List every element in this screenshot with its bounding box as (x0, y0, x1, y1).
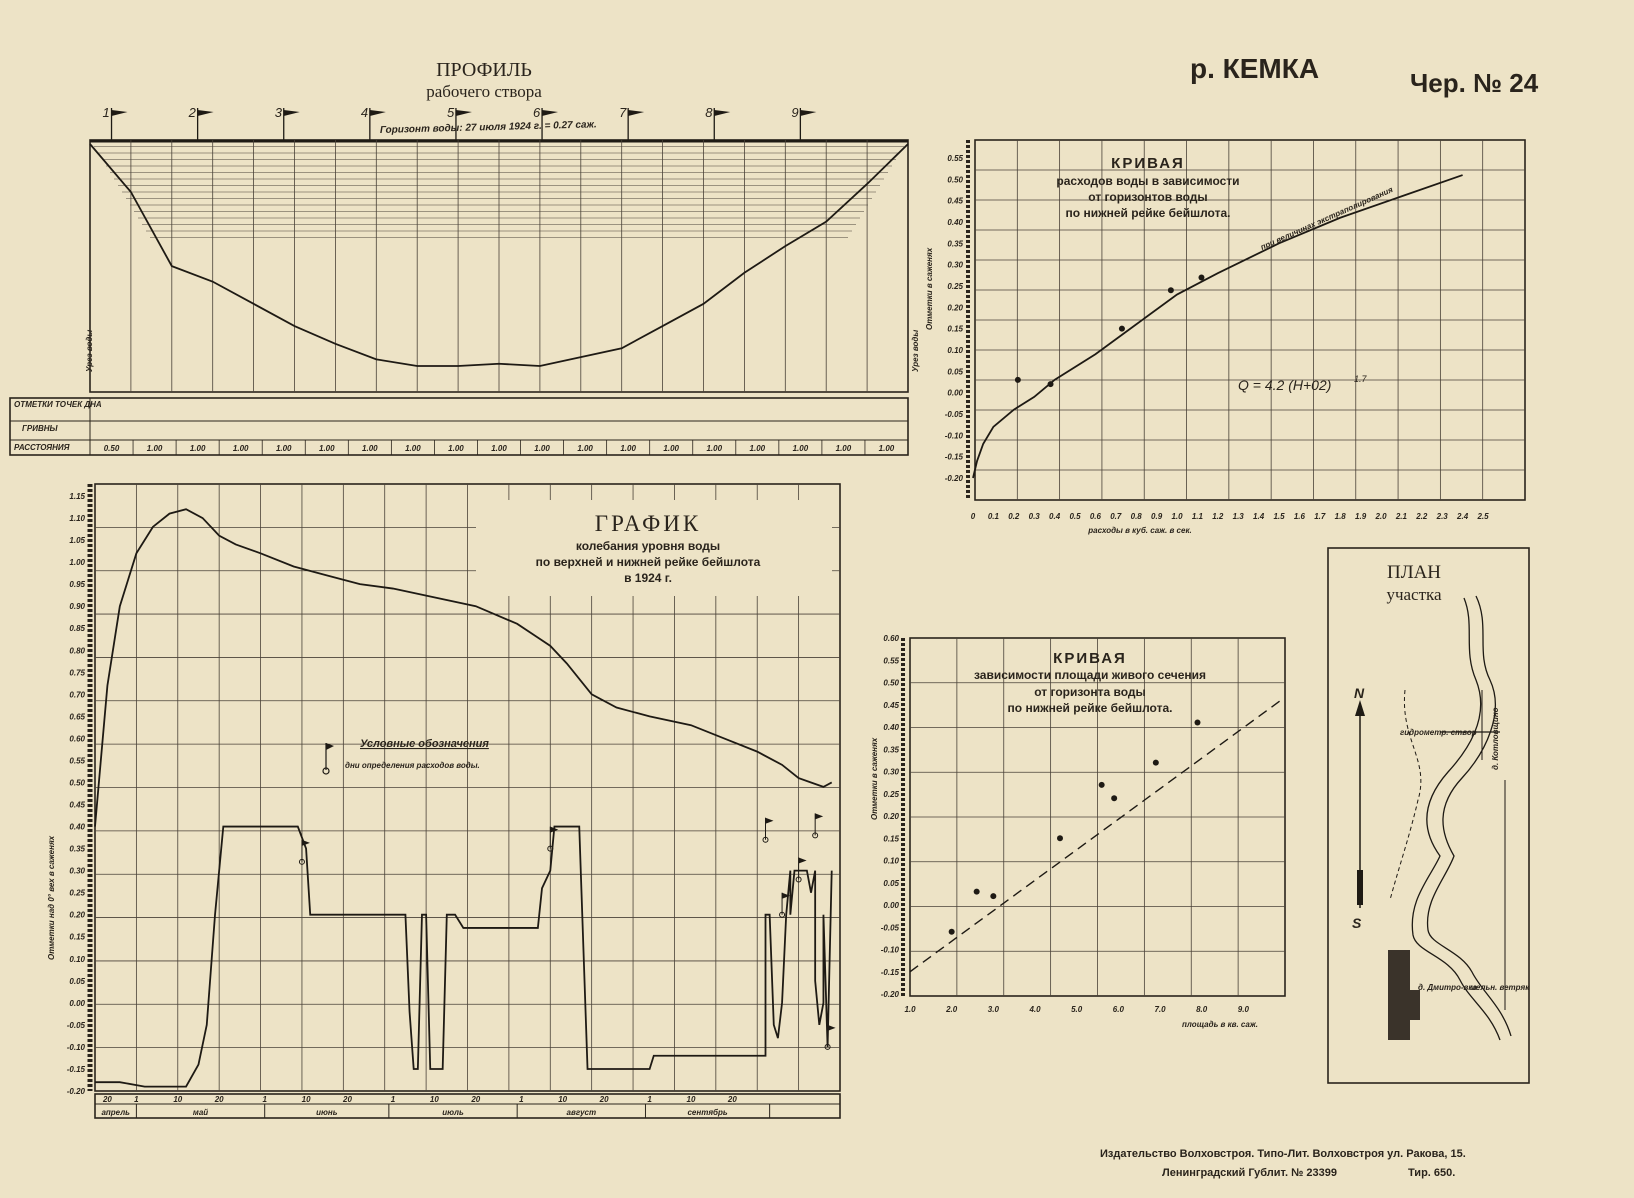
area-subtitle-2: от горизонта воды (1034, 685, 1146, 699)
discharge-y-tick: 0.20 (947, 303, 963, 313)
level-month-label: апрель (101, 1108, 130, 1117)
area-y-tick: 0.25 (883, 789, 899, 799)
discharge-point (1119, 326, 1125, 332)
plan-frame (1328, 548, 1529, 1083)
level-y-tick: 0.00 (69, 998, 85, 1008)
discharge-title: КРИВАЯ (1111, 155, 1185, 172)
area-fit-line (910, 700, 1281, 971)
area-point (1195, 720, 1201, 726)
discharge-x-tick: 1.5 (1273, 512, 1285, 521)
area-y-tick: 0.55 (883, 656, 899, 666)
level-day-tick: 20 (214, 1095, 224, 1104)
level-y-tick: 0.90 (69, 602, 85, 612)
area-y-tick: 0.15 (883, 834, 899, 844)
area-point (949, 929, 955, 935)
discharge-x-tick: 0.3 (1028, 512, 1040, 521)
level-y-tick: 0.50 (69, 778, 85, 788)
village-block (1388, 950, 1410, 1040)
area-x-tick: 1.0 (904, 1005, 916, 1014)
level-day-tick: 1 (390, 1095, 396, 1104)
level-day-tick: 10 (301, 1095, 311, 1104)
discharge-x-tick: 0.8 (1130, 512, 1142, 521)
level-y-tick: 1.00 (69, 558, 85, 568)
plan-label-village-south: д. Дмитро-вка (1418, 983, 1477, 992)
discharge-y-tick: -0.10 (944, 431, 963, 441)
discharge-y-tick: 0.30 (947, 260, 963, 270)
profile-row-label-depths: ОТМЕТКИ ТОЧЕК ДНА (14, 400, 102, 409)
discharge-x-tick: 1.1 (1191, 512, 1203, 521)
level-y-tick: 0.80 (69, 646, 85, 656)
area-y-tick: 0.10 (883, 856, 899, 866)
area-x-tick: 8.0 (1196, 1005, 1208, 1014)
discharge-x-tick: 2.3 (1436, 512, 1448, 521)
discharge-x-tick: 2.2 (1416, 512, 1428, 521)
area-y-tick: 0.00 (883, 901, 899, 910)
discharge-formula-exponent: 1.7 (1354, 374, 1367, 384)
area-y-tick: 0.60 (883, 634, 899, 643)
river-bank-east (1428, 596, 1511, 1036)
profile-vertical-number: 1 (102, 105, 110, 120)
profile-distance-value: 1.00 (189, 444, 206, 453)
level-title: ГРАФИК (594, 511, 702, 536)
profile-vertical-number: 8 (705, 105, 713, 120)
discharge-x-tick: 1.0 (1171, 512, 1183, 521)
profile-vertical-number: 5 (446, 105, 455, 120)
discharge-x-tick: 0.7 (1110, 512, 1122, 521)
legend-title: Условные обозначения (360, 738, 489, 750)
imprint-line-2: Ленинградский Гублит. № 23399 (1162, 1167, 1337, 1179)
level-y-tick: 0.65 (69, 712, 85, 722)
discharge-x-tick: 0.1 (987, 512, 999, 521)
flag-icon (828, 1025, 836, 1031)
discharge-x-tick: 2.0 (1375, 512, 1387, 521)
imprint-line-1: Издательство Волховстроя. Типо-Лит. Волховстроя ул. Ракова, 15. (1100, 1148, 1466, 1160)
level-month-label: май (192, 1108, 209, 1117)
area-xlabel: площадь в кв. саж. (1182, 1020, 1258, 1029)
level-chart (47, 484, 840, 1118)
area-point (1111, 795, 1117, 801)
plan-map (1328, 548, 1530, 1083)
discharge-x-tick: 0.9 (1151, 512, 1163, 521)
area-y-tick: -0.20 (880, 990, 899, 999)
area-point (974, 889, 980, 895)
discharge-x-tick: 0 (970, 512, 976, 521)
flag-icon (714, 110, 730, 116)
discharge-subtitle-1: расходов воды в зависимости (1056, 174, 1240, 188)
plan-label-village-north: д. Котловщино (1491, 707, 1500, 770)
level-y-tick: 0.75 (69, 668, 85, 678)
level-y-tick: 1.10 (69, 514, 85, 524)
profile-vertical-number: 3 (274, 105, 282, 120)
discharge-point (1168, 287, 1174, 293)
discharge-y-tick: 0.45 (947, 196, 963, 206)
discharge-x-tick: 2.4 (1457, 512, 1469, 521)
profile-distance-value: 1.00 (663, 444, 679, 453)
flag-icon (112, 110, 128, 116)
discharge-y-tick: 0.05 (947, 367, 963, 377)
river-title: р. КЕМКА (1190, 53, 1320, 84)
level-day-tick: 1 (647, 1095, 652, 1104)
flag-icon (302, 840, 310, 846)
level-y-tick: 0.25 (69, 888, 85, 898)
profile-title: ПРОФИЛЬ (436, 59, 532, 81)
discharge-point (1198, 274, 1204, 280)
south-label: S (1352, 915, 1362, 931)
area-title: КРИВАЯ (1053, 650, 1127, 667)
profile-distance-value: 1.00 (620, 444, 636, 453)
discharge-x-tick: 1.3 (1232, 512, 1244, 521)
level-y-tick: 0.70 (69, 690, 85, 700)
profile-distance-value: 1.00 (362, 444, 378, 453)
discharge-y-tick: 0.50 (947, 175, 963, 185)
river-bank-west (1412, 598, 1500, 1040)
level-y-tick: 0.05 (69, 976, 85, 986)
level-y-tick: -0.10 (66, 1042, 85, 1052)
discharge-x-tick: 1.6 (1293, 512, 1305, 521)
profile-distance-value: 1.00 (749, 444, 766, 453)
area-y-tick: -0.10 (880, 945, 899, 955)
flag-icon (542, 110, 558, 116)
level-day-tick: 1 (134, 1095, 139, 1104)
flag-icon (284, 110, 300, 116)
area-point (990, 893, 996, 899)
profile-left-axis-label: Урез воды (85, 329, 94, 372)
profile-distance-value: 1.00 (577, 444, 593, 453)
level-y-tick: 0.55 (69, 756, 85, 766)
level-day-tick: 1 (519, 1095, 524, 1104)
level-y-tick: 1.05 (69, 536, 85, 546)
flag-icon (815, 813, 823, 819)
level-y-tick: 0.40 (69, 822, 85, 832)
level-y-tick: 0.95 (69, 580, 85, 590)
level-day-tick: 20 (343, 1095, 352, 1104)
road (1390, 690, 1421, 900)
discharge-xlabel: расходы в куб. саж. в сек. (1088, 526, 1192, 535)
extrapolation-note: при величинах экстраполирования (1259, 185, 1395, 252)
profile-drawing (90, 140, 908, 392)
discharge-y-tick: 0.25 (947, 282, 963, 291)
area-y-tick: 0.50 (883, 678, 899, 688)
profile-right-axis-label: Урез воды (911, 329, 920, 372)
discharge-y-tick: -0.15 (944, 452, 963, 462)
area-x-tick: 4.0 (1029, 1005, 1041, 1014)
discharge-chart (925, 140, 1525, 535)
sheet-number: Чер. № 24 (1410, 68, 1539, 98)
area-chart (870, 634, 1285, 1029)
discharge-x-tick: 1.7 (1314, 512, 1326, 521)
level-y-tick: 1.15 (69, 492, 85, 501)
level-y-tick: 0.30 (69, 866, 85, 876)
profile-distance-value: 1.00 (491, 444, 507, 453)
discharge-point (1015, 377, 1021, 383)
area-point (1153, 760, 1159, 766)
profile-vertical-number: 2 (188, 105, 196, 120)
profile-vertical-number: 7 (619, 105, 627, 120)
profile-distance-value: 1.00 (706, 444, 723, 453)
level-y-tick: -0.15 (66, 1064, 85, 1074)
level-y-tick: 0.20 (69, 910, 85, 920)
discharge-x-tick: 0.6 (1089, 512, 1101, 521)
level-ylabel: Отметки над 0° вех в саженях (47, 835, 56, 960)
discharge-subtitle-2: от горизонтов воды (1088, 190, 1208, 204)
profile-distance-value: 1.00 (878, 444, 895, 453)
discharge-y-tick: 0.15 (947, 324, 963, 334)
north-label: N (1354, 685, 1365, 701)
level-month-label: август (566, 1108, 597, 1117)
level-y-tick: 0.85 (69, 624, 85, 634)
discharge-point (1048, 381, 1054, 387)
discharge-y-tick: -0.20 (944, 474, 963, 483)
area-subtitle-1: зависимости площади живого сечения (973, 668, 1207, 682)
level-y-tick: 0.60 (69, 734, 85, 744)
discharge-subtitle-3: по нижней рейке бейшлота. (1065, 206, 1231, 220)
flag-icon (456, 110, 472, 116)
area-y-tick: -0.05 (880, 923, 899, 933)
profile-distance-value: 0.50 (103, 444, 120, 453)
flag-icon (799, 857, 807, 863)
level-y-tick: -0.05 (66, 1020, 85, 1030)
south-arrow-icon (1357, 870, 1363, 905)
discharge-x-tick: 1.4 (1253, 512, 1265, 521)
area-y-tick: 0.45 (883, 700, 899, 710)
legend-item: дни определения расходов воды. (345, 761, 480, 770)
discharge-x-tick: 2.1 (1395, 512, 1407, 521)
level-day-tick: 10 (558, 1095, 568, 1104)
level-day-tick: 20 (599, 1095, 609, 1104)
level-day-tick: 10 (173, 1095, 183, 1104)
level-y-tick: -0.20 (66, 1087, 85, 1096)
area-x-tick: 2.0 (946, 1005, 958, 1014)
level-month-label: июль (442, 1108, 464, 1117)
discharge-formula: Q = 4.2 (H+02) (1238, 377, 1332, 393)
discharge-grid (968, 140, 1525, 500)
legend (323, 738, 489, 774)
area-point (1057, 835, 1063, 841)
profile-distance-value: 1.00 (146, 444, 163, 453)
profile-distance-value: 1.00 (835, 444, 852, 453)
discharge-y-tick: 0.00 (947, 388, 963, 398)
discharge-y-tick: 0.40 (947, 218, 963, 227)
profile-distance-value: 1.00 (275, 444, 292, 453)
level-y-tick: 0.45 (69, 800, 85, 810)
area-ylabel: Отметки в саженях (870, 737, 879, 820)
level-y-tick: 0.35 (69, 844, 85, 854)
profile-vertical-number: 6 (533, 105, 541, 120)
level-day-tick: 1 (262, 1095, 267, 1104)
level-subtitle-2: по верхней и нижней рейке бейшлота (535, 555, 761, 569)
area-y-tick: 0.20 (883, 812, 899, 821)
discharge-x-tick: 1.2 (1212, 512, 1224, 521)
discharge-x-tick: 2.5 (1477, 512, 1489, 521)
flag-icon (766, 818, 774, 824)
profile-section (10, 59, 920, 455)
flag-icon (628, 110, 644, 116)
discharge-x-tick: 1.9 (1355, 512, 1367, 521)
discharge-y-tick: 0.55 (947, 154, 963, 163)
discharge-x-tick: 0.4 (1049, 512, 1061, 521)
profile-distance-value: 1.00 (792, 444, 809, 453)
plan-subtitle: участка (1386, 585, 1442, 604)
profile-subtitle: рабочего створа (426, 82, 542, 101)
discharge-ylabel: Отметки в саженях (925, 247, 934, 330)
plan-title: ПЛАН (1386, 562, 1442, 583)
level-day-tick: 10 (429, 1095, 439, 1104)
level-month-label: июнь (316, 1108, 338, 1117)
horizon-label: Горизонт воды: 27 июля 1924 г. = 0.27 саж. (379, 119, 597, 136)
area-y-tick: 0.30 (883, 767, 899, 777)
level-day-tick: 10 (686, 1095, 696, 1104)
level-y-tick: 0.15 (69, 932, 85, 942)
area-x-tick: 6.0 (1112, 1005, 1124, 1014)
profile-table (10, 398, 908, 455)
discharge-y-tick: 0.35 (947, 239, 963, 249)
profile-row-label-distances: РАССТОЯНИЯ (14, 443, 70, 452)
level-subtitle-1: колебания уровня воды (575, 539, 721, 553)
profile-row-label-grivny: ГРИВНЫ (22, 424, 58, 433)
flag-icon (800, 110, 816, 116)
area-x-tick: 7.0 (1154, 1005, 1166, 1014)
profile-distance-value: 1.00 (534, 444, 550, 453)
level-day-tick: 20 (471, 1095, 481, 1104)
level-subtitle-3: в 1924 г. (624, 571, 672, 585)
profile-distance-value: 1.00 (319, 444, 335, 453)
flag-icon (198, 110, 214, 116)
discharge-x-tick: 0.2 (1008, 512, 1020, 521)
profile-distance-value: 1.00 (405, 444, 421, 453)
profile-distance-value: 1.00 (232, 444, 249, 453)
area-y-tick: 0.35 (883, 745, 899, 755)
profile-vertical-number: 9 (791, 105, 799, 120)
discharge-y-tick: -0.05 (944, 410, 963, 419)
level-day-tick: 20 (727, 1095, 737, 1104)
discharge-x-tick: 0.5 (1069, 512, 1081, 521)
discharge-x-tick: 1.8 (1334, 512, 1346, 521)
area-y-tick: -0.15 (880, 967, 899, 977)
area-subtitle-3: по нижней рейке бейшлота. (1007, 701, 1173, 715)
village-block-2 (1410, 990, 1420, 1020)
area-x-tick: 3.0 (987, 1005, 999, 1014)
area-y-tick: 0.40 (883, 723, 899, 732)
area-x-tick: 9.0 (1237, 1005, 1249, 1014)
north-arrow-icon (1355, 700, 1365, 716)
profile-vertical-number: 4 (360, 105, 369, 120)
flag-icon (370, 110, 386, 116)
discharge-curve (973, 175, 1463, 478)
area-point (1099, 782, 1105, 788)
level-y-tick: 0.10 (69, 954, 85, 964)
profile-distance-value: 1.00 (448, 444, 464, 453)
imprint-line-2b: Тир. 650. (1408, 1167, 1456, 1179)
area-y-tick: 0.05 (883, 878, 899, 888)
level-day-tick: 20 (102, 1095, 112, 1104)
discharge-y-tick: 0.10 (947, 346, 963, 355)
plan-label-gauge: гидрометр. створ (1400, 728, 1477, 737)
level-month-label: сентябрь (687, 1108, 728, 1117)
area-x-tick: 5.0 (1071, 1005, 1083, 1014)
plan-label-mill: мельн. ветряк (1470, 983, 1530, 992)
